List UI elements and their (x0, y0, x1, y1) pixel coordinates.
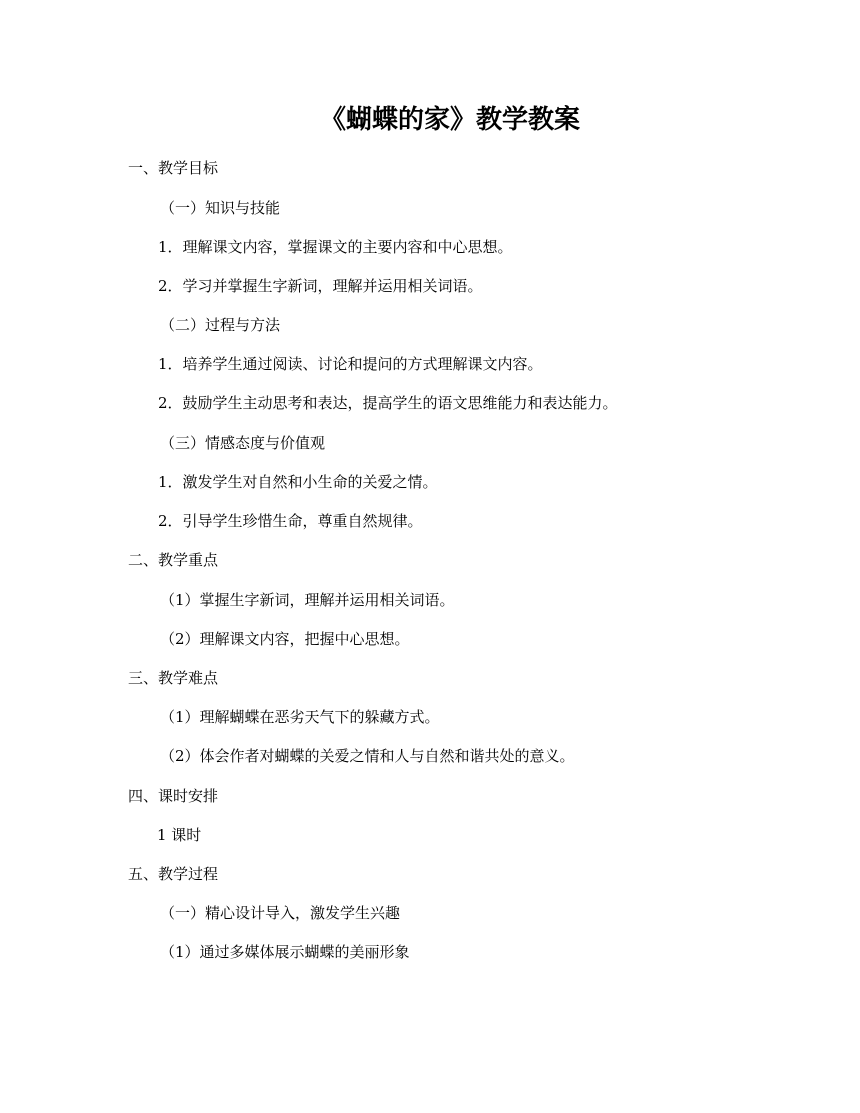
list-item: 2．鼓励学生主动思考和表达，提高学生的语文思维能力和表达能力。 (158, 394, 618, 412)
section-heading-process: 五、教学过程 (128, 865, 219, 883)
subsection-knowledge-skills: （一）知识与技能 (160, 199, 281, 217)
list-item: 1．培养学生通过阅读、讨论和提问的方式理解课文内容。 (158, 355, 543, 373)
list-item: 1．激发学生对自然和小生命的关爱之情。 (158, 473, 438, 491)
list-item: （1）通过多媒体展示蝴蝶的美丽形象 (160, 943, 410, 961)
section-heading-teaching-objectives: 一、教学目标 (128, 159, 219, 177)
list-item: 2．学习并掌握生字新词，理解并运用相关词语。 (158, 277, 483, 295)
document-title: 《蝴蝶的家》教学教案 (319, 105, 580, 135)
list-item: （1）理解蝴蝶在恶劣天气下的躲藏方式。 (160, 708, 440, 726)
subsection-introduction: （一）精心设计导入，激发学生兴趣 (160, 904, 401, 922)
list-item: （1）掌握生字新词，理解并运用相关词语。 (160, 591, 455, 609)
list-item: 2．引导学生珍惜生命，尊重自然规律。 (158, 512, 423, 530)
section-heading-key-points: 二、教学重点 (128, 551, 219, 569)
subsection-emotion-values: （三）情感态度与价值观 (160, 434, 326, 452)
list-item: （2）理解课文内容，把握中心思想。 (160, 630, 410, 648)
list-item: 1．理解课文内容，掌握课文的主要内容和中心思想。 (158, 238, 513, 256)
subsection-process-methods: （二）过程与方法 (160, 316, 281, 334)
schedule-value: 1 课时 (157, 826, 202, 844)
list-item: （2）体会作者对蝴蝶的关爱之情和人与自然和谐共处的意义。 (160, 747, 575, 765)
section-heading-difficulties: 三、教学难点 (128, 669, 219, 687)
section-heading-schedule: 四、课时安排 (128, 787, 219, 805)
